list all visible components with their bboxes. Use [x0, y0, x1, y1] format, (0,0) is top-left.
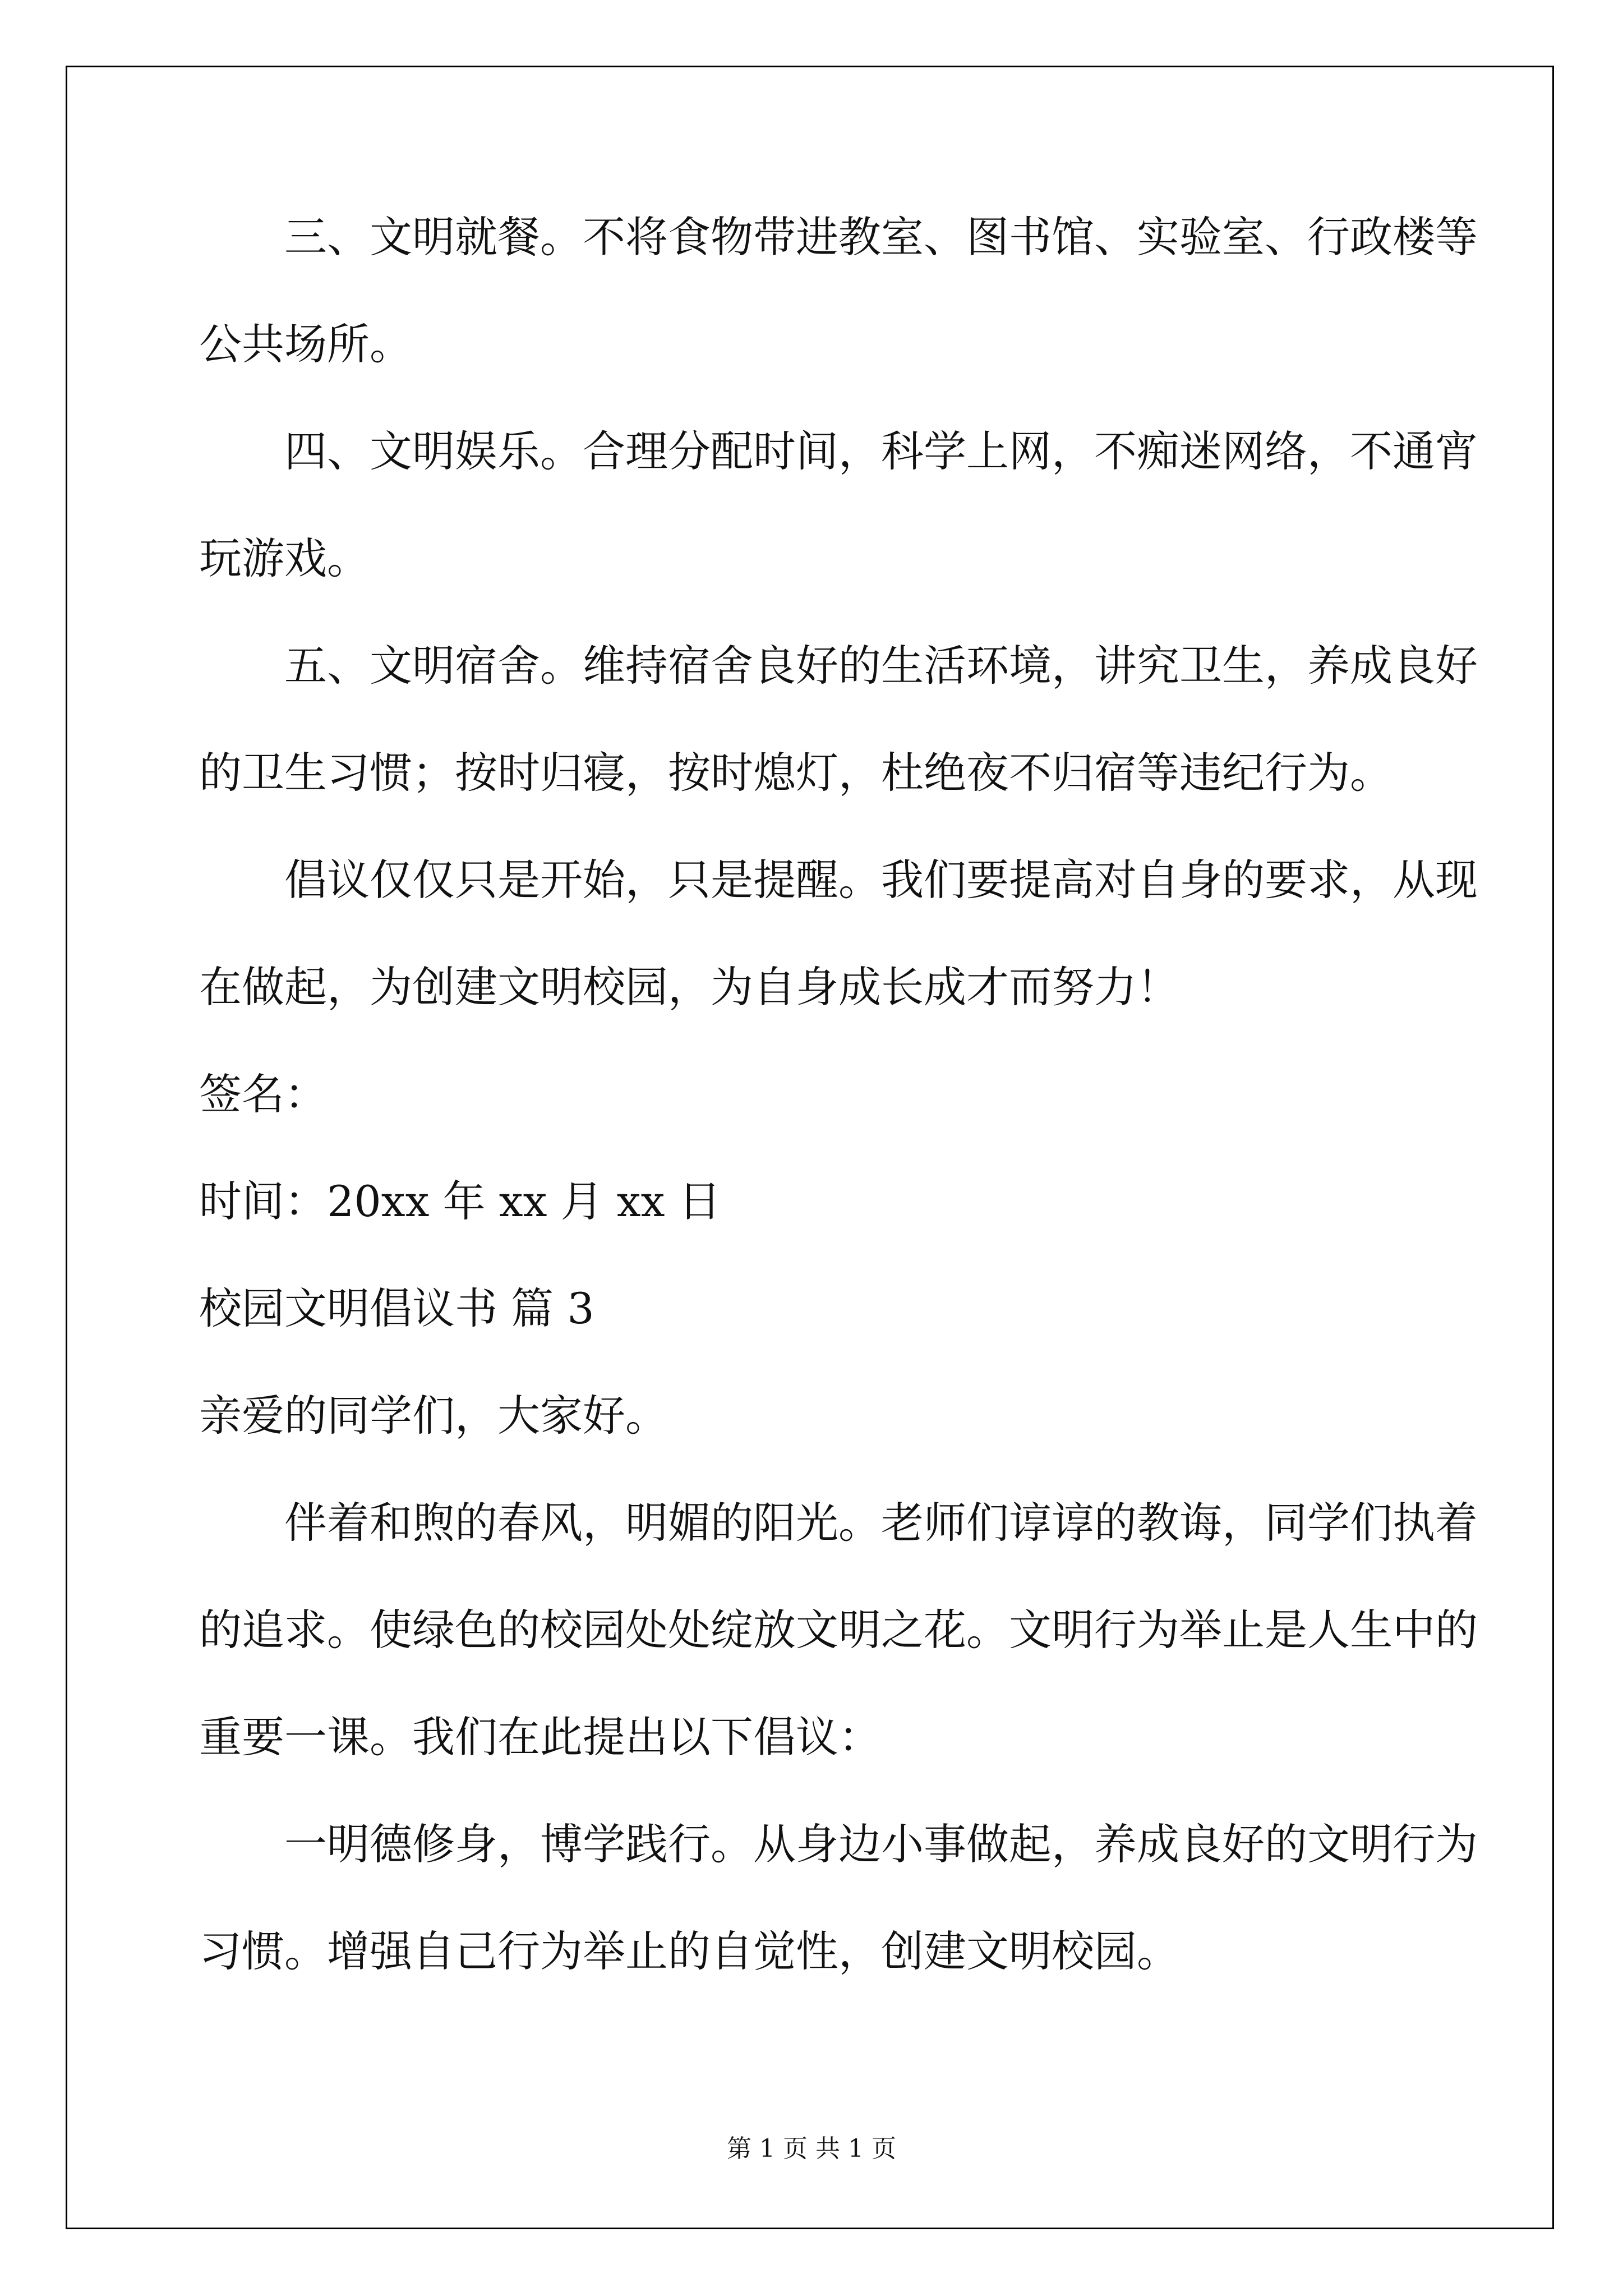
text-line: 的追求。使绿色的校园处处绽放文明之花。文明行为举止是人生中的	[199, 1605, 1478, 1655]
text-line: 一明德修身，博学践行。从身边小事做起，养成良好的文明行为	[284, 1819, 1478, 1869]
salutation: 亲爱的同学们，大家好。	[199, 1391, 668, 1441]
date-line: 时间：20xx 年 xx 月 xx 日	[199, 1176, 721, 1226]
text-line: 倡议仅仅只是开始，只是提醒。我们要提高对自身的要求，从现	[284, 855, 1478, 905]
text-line: 五、文明宿舍。维持宿舍良好的生活环境，讲究卫生，养成良好	[284, 641, 1478, 691]
text-line: 玩游戏。	[199, 533, 370, 583]
text-line: 四、文明娱乐。合理分配时间，科学上网，不痴迷网络，不通宵	[284, 426, 1478, 476]
text-line: 重要一课。我们在此提出以下倡议：	[199, 1712, 881, 1762]
signature-label: 签名：	[199, 1069, 327, 1119]
page-footer: 第 1 页 共 1 页	[727, 2134, 896, 2163]
section-title: 校园文明倡议书 篇 3	[199, 1283, 594, 1333]
text-line: 公共场所。	[199, 319, 412, 369]
text-line: 习惯。增强自己行为举止的自觉性，创建文明校园。	[199, 1926, 1179, 1976]
text-line: 伴着和煦的春风，明媚的阳光。老师们谆谆的教诲，同学们执着	[284, 1498, 1478, 1548]
text-line: 三、文明就餐。不将食物带进教室、图书馆、实验室、行政楼等	[284, 212, 1478, 262]
text-line: 的卫生习惯；按时归寝，按时熄灯，杜绝夜不归宿等违纪行为。	[199, 748, 1393, 798]
page-border	[66, 66, 1554, 2229]
text-line: 在做起，为创建文明校园，为自身成长成才而努力！	[199, 962, 1179, 1012]
